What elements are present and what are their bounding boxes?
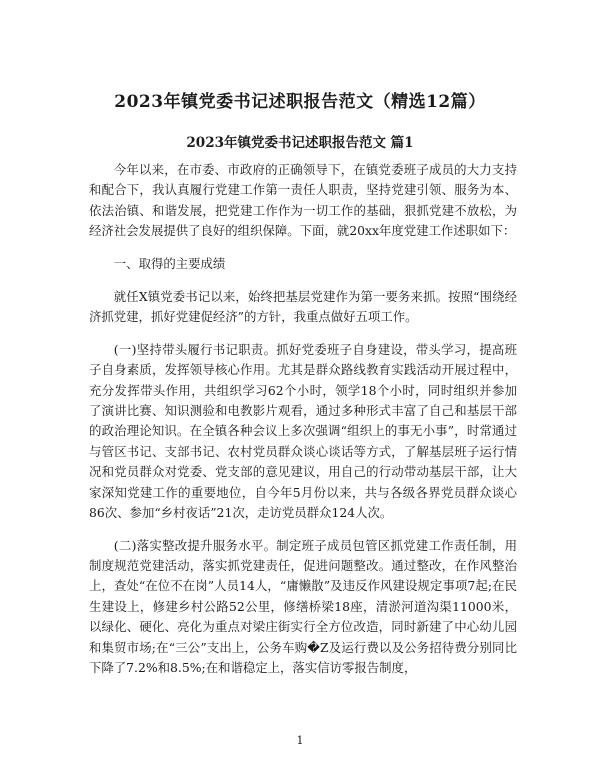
paragraph-overview: 就任X镇党委书记以来，始终把基层党建作为第一要务来抓。按照“围绕经济抓党建，抓好党建促经济”的方针，我重点做好五项工作。 (89, 289, 517, 325)
section-title: 2023年镇党委书记述职报告范文 篇1 (186, 135, 414, 151)
document-body (89, 160, 517, 690)
paragraph-intro: 今年以来，在市委、市政府的正确领导下，在镇党委班子成员的大力支持和配合下，我认真履行党建工作第一责任人职责，坚持党建引领、服务为本、依法治镇、和谐发展，把党建工作作为一切工作的基础，狠抓党建不放松，为经济社会发展提供了良好的组织保障。下面，就20xx年度党建工作述职如下： (89, 162, 517, 239)
paragraph-item-2: (二)落实整改提升服务水平。制定班子成员包管区抓党建工作责任制，用制度规范党建活动，落实抓党建责任，促进问题整改。通过整改，在作风整治上，查处“在位不在岗”人员14人，“庸懒散”及违反作风建设规定事项7起;在民生建设上，修建乡村公路52公里，修缮桥梁18座，清淤河道沟渠11000米，以绿化、硬化、亮化为重点对梁庄街实行全方位改造，同时新建了中心幼儿园和集贸市场;在“三公”支出上，公务车购�Z及运行费以及公务招待费分别同比下降了7.2%和8.5%;在和谐稳定上，落实信访零报告制度， (89, 537, 517, 675)
paragraph-heading-achievements: 一、取得的主要成绩 (113, 255, 226, 271)
document-title: 2023年镇党委书记述职报告范文（精选12篇） (114, 92, 486, 112)
page-number: 1 (296, 734, 304, 747)
paragraph-item-1: (一)坚持带头履行书记职责。抓好党委班子自身建设，带头学习，提高班子自身素质，发挥领导核心作用。尤其是群众路线教育实践活动开展过程中，充分发挥带头作用，共组织学习62个小时，领学18个小时，同时组织并参加了演讲比赛、知识测验和电教影片观看，通过多种形式丰富了自己和基层干部的政治理论知识。在全镇各种会议上多次强调“组织上的事无小事”，时常通过与管区书记、支部书记、农村党员群众谈心谈话等方式，了解基层班子运行情况和党员群众对党委、党支部的意见建议，用自己的行动带动基层干部，让大家深知党建工作的重要地位，自今年5月份以来，共与各级各界党员群众谈心86次、参加“乡村夜话”21次，走访党员群众124人次。 (89, 341, 517, 521)
